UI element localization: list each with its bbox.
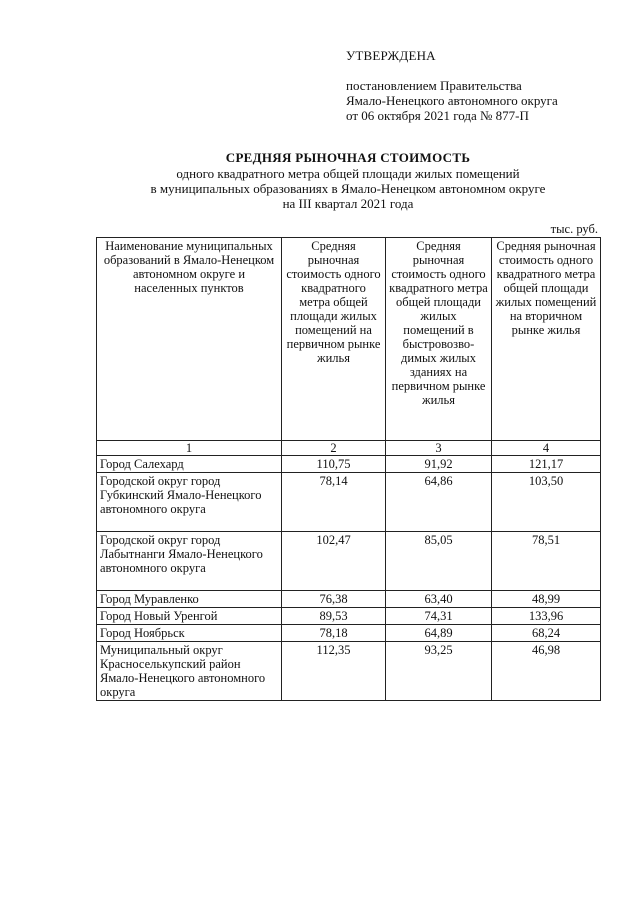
table-header-row <box>97 238 601 441</box>
price-table <box>96 237 601 701</box>
prefab-market-value: 85,05 <box>386 532 492 591</box>
approval-line: постановлением Правительства <box>346 78 522 93</box>
secondary-market-value: 121,17 <box>492 456 601 473</box>
municipality-name: Город Новый Уренгой <box>97 608 282 625</box>
header-primary-market: Средняя рыночная стоимость одного квадратного метра общей площади жилых помещений на первичном рынке жилья <box>282 238 386 441</box>
document-subtitle-line: в муниципальных образованиях в Ямало-Ненецком автономном округе <box>150 181 546 196</box>
municipality-name: Город Салехард <box>97 456 282 473</box>
table-row <box>97 532 601 591</box>
document-title-block <box>96 150 600 211</box>
column-number: 3 <box>386 441 492 456</box>
table-row <box>97 642 601 701</box>
primary-market-value: 112,35 <box>282 642 386 701</box>
prefab-market-value: 74,31 <box>386 608 492 625</box>
municipality-name: Городской округ город Губкинский Ямало-Ненецкого автономного округа <box>97 473 282 532</box>
prefab-market-value: 64,86 <box>386 473 492 532</box>
table-row <box>97 625 601 642</box>
secondary-market-value: 48,99 <box>492 591 601 608</box>
municipality-name: Городской округ город Лабытнанги Ямало-Ненецкого автономного округа <box>97 532 282 591</box>
column-number: 1 <box>97 441 282 456</box>
secondary-market-value: 68,24 <box>492 625 601 642</box>
header-secondary-market: Средняя рыночная стоимость одного квадратного метра общей площади жилых помещений на вторичном рынке жилья <box>492 238 601 441</box>
unit-note: тыс. руб. <box>550 222 598 236</box>
municipality-name: Муниципальный округ Красноселькупский район Ямало-Ненецкого автономного округа <box>97 642 282 701</box>
table-row <box>97 456 601 473</box>
column-number-row <box>97 441 601 456</box>
document-title: СРЕДНЯЯ РЫНОЧНАЯ СТОИМОСТЬ <box>225 150 471 165</box>
primary-market-value: 78,14 <box>282 473 386 532</box>
header-prefab-primary-market: Средняя рыночная стоимость одного квадратного метра общей площади жилых помещений в быстровозво-димых жилых зданиях на первичном рынке жилья <box>386 238 492 441</box>
table-row <box>97 473 601 532</box>
header-municipality: Наименование муниципальных образований в Ямало-Ненецком автономном округе и населенных пунктов <box>97 238 282 441</box>
prefab-market-value: 91,92 <box>386 456 492 473</box>
prefab-market-value: 64,89 <box>386 625 492 642</box>
secondary-market-value: 46,98 <box>492 642 601 701</box>
municipality-name: Город Ноябрьск <box>97 625 282 642</box>
secondary-market-value: 78,51 <box>492 532 601 591</box>
municipality-name: Город Муравленко <box>97 591 282 608</box>
secondary-market-value: 103,50 <box>492 473 601 532</box>
primary-market-value: 78,18 <box>282 625 386 642</box>
primary-market-value: 110,75 <box>282 456 386 473</box>
primary-market-value: 102,47 <box>282 532 386 591</box>
table-row <box>97 608 601 625</box>
secondary-market-value: 133,96 <box>492 608 601 625</box>
prefab-market-value: 93,25 <box>386 642 492 701</box>
approval-block <box>346 48 558 123</box>
document-subtitle-line: одного квадратного метра общей площади жилых помещений <box>176 166 520 181</box>
approval-line: Ямало-Ненецкого автономного округа <box>346 93 558 108</box>
prefab-market-value: 63,40 <box>386 591 492 608</box>
primary-market-value: 89,53 <box>282 608 386 625</box>
document-subtitle-line: на III квартал 2021 года <box>282 196 414 211</box>
approval-heading: УТВЕРЖДЕНА <box>346 48 436 63</box>
column-number: 2 <box>282 441 386 456</box>
table-row <box>97 591 601 608</box>
primary-market-value: 76,38 <box>282 591 386 608</box>
approval-line: от 06 октября 2021 года № 877-П <box>346 108 529 123</box>
column-number: 4 <box>492 441 601 456</box>
